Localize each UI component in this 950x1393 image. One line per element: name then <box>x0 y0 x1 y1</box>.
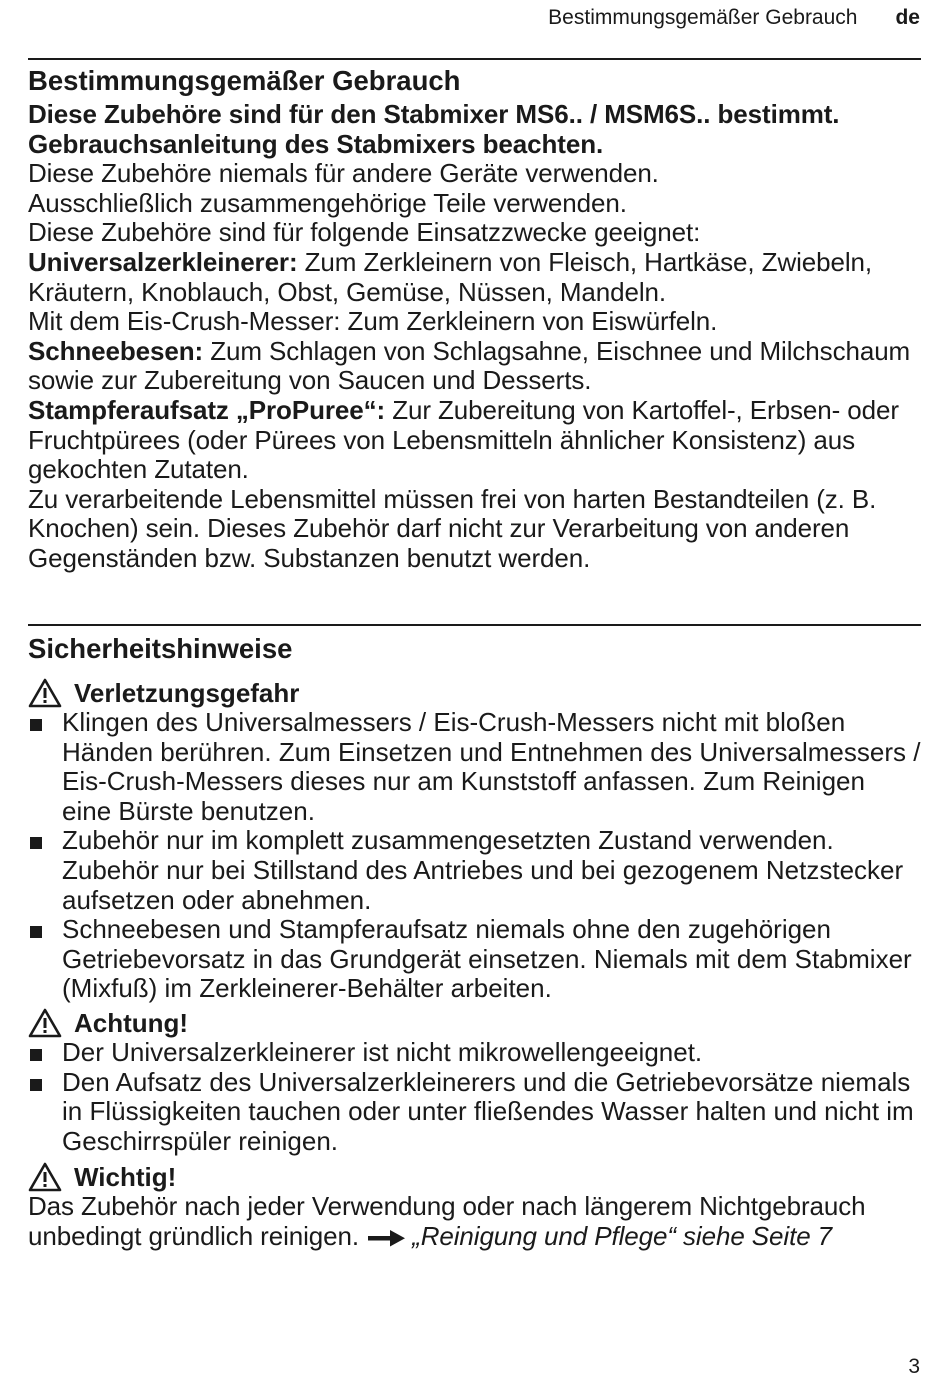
section-divider <box>28 58 921 60</box>
warning-heading-important <box>28 1162 921 1192</box>
section-body <box>28 100 921 574</box>
section-intended-use <box>28 66 921 574</box>
bullet-square-icon <box>30 926 42 938</box>
paragraph-whisk <box>28 337 921 396</box>
list-item <box>28 826 921 915</box>
running-header <box>0 6 920 30</box>
list-item <box>28 708 921 826</box>
whisk-label: Schneebesen: <box>28 335 204 366</box>
important-paragraph <box>28 1192 921 1251</box>
paragraph-matching-parts: Ausschließlich zusammengehörige Teile verwenden. <box>28 187 627 218</box>
injury-list <box>28 708 921 1004</box>
arrow-right-icon <box>368 1229 406 1247</box>
universal-chopper-label: Universalzerkleinerer: <box>28 246 298 277</box>
list-item-text: Den Aufsatz des Universalzerkleinerers und die Getriebevorsätze niemals in Flüssigkeiten tauchen oder unter fließendes Wasser halten und nicht im Geschirrspüler reinigen. <box>62 1066 914 1156</box>
warning-triangle-icon <box>28 678 62 708</box>
cross-reference-link[interactable]: „Reinigung und Pflege“ siehe Seite 7 <box>412 1220 833 1251</box>
list-item-text: Schneebesen und Stampferaufsatz niemals ohne den zugehörigen Getriebevorsatz in das Grundgerät einsetzen. Niemals mit dem Stabmixer (Mixfuß) im Zerkleinerer-Behälter arbeiten. <box>62 914 912 1004</box>
running-title: Bestimmungsgemäßer Gebrauch <box>548 6 858 29</box>
bullet-square-icon <box>30 837 42 849</box>
warning-heading-text: Verletzungsgefahr <box>74 678 300 708</box>
paragraph-ice-crush: Mit dem Eis-Crush-Messer: Zum Zerkleinern von Eiswürfeln. <box>28 306 718 337</box>
warning-heading-text: Wichtig! <box>74 1162 177 1193</box>
list-item <box>28 915 921 1004</box>
language-code: de <box>895 6 920 29</box>
warning-triangle-icon <box>28 1162 62 1192</box>
warning-triangle-icon <box>28 1008 62 1038</box>
bullet-square-icon <box>30 719 42 731</box>
intro-bold-text: Diese Zubehöre sind für den Stabmixer MS6.. / MSM6S.. bestimmt. Gebrauchsanleitung des Stabmixers beachten. <box>28 99 840 159</box>
universal-chopper-text: Zum Zerkleinern von Fleisch, Hartkäse, Zwiebeln, Kräutern, Knoblauch, Obst, Gemüse, Nüssen, Mandeln. <box>28 246 873 307</box>
page-number: 3 <box>908 1355 920 1378</box>
section-safety <box>28 634 921 1252</box>
masher-label: Stampferaufsatz „ProPuree“: <box>28 394 386 425</box>
paragraph-purposes: Diese Zubehöre sind für folgende Einsatzzwecke geeignet: <box>28 217 701 248</box>
list-item <box>28 1038 921 1068</box>
bullet-square-icon <box>30 1049 42 1061</box>
paragraph-other-devices: Diese Zubehöre niemals für andere Geräte verwenden. <box>28 158 659 189</box>
section-title: Sicherheitshinweise <box>28 633 293 664</box>
section-divider <box>28 624 921 626</box>
whisk-text: Zum Schlagen von Schlagsahne, Eischnee und Milchschaum sowie zur Zubereitung von Saucen und Desserts. <box>28 335 911 396</box>
paragraph-masher <box>28 396 921 485</box>
list-item-text: Klingen des Universalmessers / Eis-Crush-Messers nicht mit bloßen Händen berühren. Zum Einsetzen und Entnehmen des Universalmessers / Eis-Crush-Messers dieses nur am Kunststoff anfassen. Zum Reinigen eine Bürste benutzen. <box>62 707 921 826</box>
warning-heading-text: Achtung! <box>74 1007 189 1038</box>
list-item-text: Zubehör nur im komplett zusammengesetzten Zustand verwenden. Zubehör nur bei Stillstand des Antriebes und bei gezogenem Netzstecker aufsetzen oder abnehmen. <box>62 825 904 915</box>
paragraph-universal-chopper <box>28 248 921 307</box>
bullet-square-icon <box>30 1079 42 1091</box>
list-item-text: Der Universalzerkleinerer ist nicht mikrowellengeeignet. <box>62 1036 703 1067</box>
caution-list <box>28 1038 921 1156</box>
list-item <box>28 1068 921 1157</box>
section-title: Bestimmungsgemäßer Gebrauch <box>28 65 461 96</box>
masher-text: Zur Zubereitung von Kartoffel-, Erbsen- oder Fruchtpürees (oder Pürees von Lebensmitteln ähnlicher Konsistenz) aus gekochten Zutaten. <box>28 394 899 485</box>
paragraph-food-note: Zu verarbeitende Lebensmittel müssen frei von harten Bestandteilen (z. B. Knochen) sein. Dieses Zubehör darf nicht zur Verarbeitung von anderen Gegenständen bzw. Substanzen benutzt werden. <box>28 483 877 573</box>
important-text: Das Zubehör nach jeder Verwendung oder nach längerem Nichtgebrauch unbedingt gründlich reinigen. <box>28 1191 866 1251</box>
warning-heading-injury <box>28 678 921 708</box>
warning-heading-caution <box>28 1008 921 1038</box>
